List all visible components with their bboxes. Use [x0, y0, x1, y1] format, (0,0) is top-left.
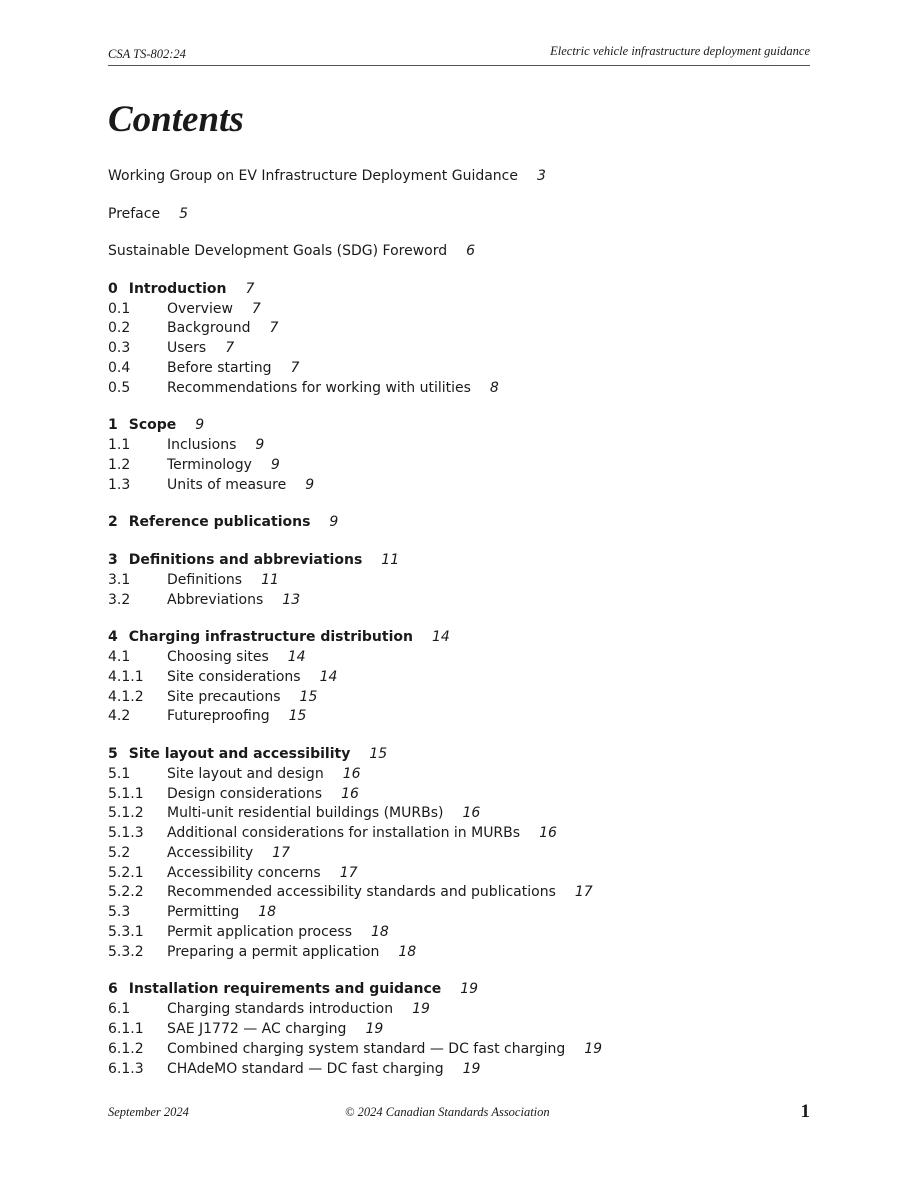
toc-entry-page: 18	[371, 924, 389, 941]
toc-entry-number: 5	[108, 745, 118, 762]
toc-entry-number: 6	[108, 981, 118, 998]
toc-entry-page: 19	[365, 1021, 384, 1038]
toc-entry-number: 2	[108, 514, 118, 531]
toc-entry[interactable]	[108, 648, 810, 668]
toc-entry[interactable]	[108, 205, 810, 225]
toc-entry-number: 6.1.2	[108, 1040, 144, 1057]
toc-entry-title: Site considerations	[167, 668, 301, 685]
toc-entry-page: 9	[255, 437, 265, 454]
toc-entry[interactable]	[108, 379, 810, 399]
toc-entry[interactable]	[108, 167, 810, 187]
toc-entry-number: 4.1	[108, 648, 131, 665]
toc-entry[interactable]	[108, 903, 810, 923]
toc-section-entry[interactable]	[108, 745, 810, 765]
toc-entry-title: Design considerations	[167, 785, 323, 802]
toc-entry-page: 16	[342, 765, 361, 782]
toc-entry-page: 17	[272, 844, 290, 861]
toc-entry-title: Charging standards introduction	[167, 1001, 394, 1018]
toc-entry-page: 9	[195, 417, 205, 434]
toc-entry-number: 0.4	[108, 359, 131, 376]
toc-entry-title: Charging infrastructure distribution	[128, 629, 413, 646]
toc-entry-page: 9	[329, 514, 339, 531]
toc-entry-number: 1.1	[108, 437, 131, 454]
toc-entry[interactable]	[108, 688, 810, 708]
toc-entry-page: 14	[319, 668, 338, 685]
toc-entry-page: 18	[258, 904, 277, 921]
toc-entry[interactable]	[108, 707, 810, 727]
toc-entry-title: Terminology	[167, 456, 252, 473]
toc-entry-title: Preface	[108, 205, 161, 222]
toc-entry-page: 14	[287, 648, 306, 665]
toc-entry-title: Introduction	[128, 280, 227, 297]
toc-entry-title: Reference publications	[128, 514, 311, 531]
toc-section-entry[interactable]	[108, 551, 810, 571]
toc-group	[108, 513, 810, 533]
toc-entry-title: Inclusions	[167, 437, 237, 454]
toc-entry-title: Multi-unit residential buildings (MURBs)	[167, 805, 444, 822]
toc-entry-title: Preparing a permit application	[167, 943, 380, 960]
toc-entry[interactable]	[108, 359, 810, 379]
toc-entry-title: Working Group on EV Infrastructure Deployment Guidance	[108, 168, 518, 184]
toc-entry-page: 11	[381, 551, 400, 568]
toc-entry-title: Abbreviations	[167, 591, 264, 608]
toc-entry-title: Units of measure	[167, 476, 287, 493]
toc-entry-page: 14	[431, 629, 450, 646]
toc-group	[108, 551, 810, 610]
toc-entry[interactable]	[108, 844, 810, 864]
toc-entry-title: Permit application process	[167, 924, 353, 941]
toc-entry[interactable]	[108, 1020, 810, 1040]
toc-group	[108, 167, 810, 187]
toc-group	[108, 416, 810, 495]
toc-entry-page: 19	[412, 1001, 430, 1018]
page-number: 1	[800, 1101, 810, 1122]
toc-entry-title: Accessibility	[167, 844, 254, 861]
table-of-contents	[108, 167, 810, 1097]
toc-entry-page: 16	[341, 785, 359, 802]
toc-entry-page: 15	[369, 745, 388, 762]
toc-entry-title: Before starting	[167, 359, 272, 376]
toc-group	[108, 205, 810, 225]
toc-entry[interactable]	[108, 804, 810, 824]
toc-entry-title: Background	[167, 320, 251, 337]
toc-entry-page: 15	[299, 688, 318, 705]
toc-entry-page: 3	[536, 168, 546, 184]
toc-entry[interactable]	[108, 824, 810, 844]
toc-entry[interactable]	[108, 300, 810, 320]
toc-entry-number: 4	[108, 629, 118, 646]
toc-entry-number: 5.1	[108, 765, 131, 782]
toc-entry-number: 6.1.1	[108, 1021, 144, 1038]
toc-entry-number: 0.5	[108, 379, 131, 396]
toc-entry[interactable]	[108, 456, 810, 476]
toc-entry[interactable]	[108, 319, 810, 339]
toc-entry-title: Sustainable Development Goals (SDG) Foreword	[108, 243, 448, 260]
header-document-id: CSA TS-802:24	[108, 47, 186, 61]
toc-entry-number: 5.1.2	[108, 805, 144, 822]
toc-entry-title: Users	[167, 340, 207, 357]
toc-entry-page: 17	[574, 884, 593, 901]
toc-section-entry[interactable]	[108, 513, 810, 533]
header-rule	[108, 65, 810, 66]
toc-entry-page: 15	[288, 708, 307, 725]
toc-entry-number: 4.1.2	[108, 688, 144, 705]
toc-entry-number: 1	[108, 417, 118, 434]
toc-entry-page: 13	[282, 591, 301, 608]
toc-entry-number: 4.2	[108, 708, 131, 725]
toc-entry-number: 1.3	[108, 476, 131, 493]
toc-entry[interactable]	[108, 436, 810, 456]
toc-section-entry[interactable]	[108, 980, 810, 1000]
toc-group	[108, 980, 810, 1079]
toc-entry-title: Accessibility concerns	[167, 864, 321, 881]
toc-entry-page: 16	[462, 805, 481, 822]
toc-entry-page: 6	[466, 243, 476, 260]
toc-entry-title: Additional considerations for installation in MURBs	[167, 825, 521, 842]
toc-entry-page: 17	[339, 864, 358, 881]
toc-group	[108, 745, 810, 963]
toc-entry-page: 19	[584, 1040, 603, 1057]
toc-group	[108, 280, 810, 399]
toc-entry-title: SAE J1772 — AC charging	[167, 1021, 347, 1038]
toc-entry-number: 0	[108, 280, 118, 297]
toc-entry[interactable]	[108, 943, 810, 963]
toc-entry[interactable]	[108, 1000, 810, 1020]
toc-entry-page: 16	[539, 825, 557, 842]
footer-copyright: © 2024 Canadian Standards Association	[345, 1105, 550, 1119]
header-document-title: Electric vehicle infrastructure deployment guidance	[550, 44, 810, 58]
toc-entry-page: 7	[225, 340, 235, 357]
toc-entry-page: 9	[270, 456, 280, 473]
toc-entry-number: 0.2	[108, 320, 131, 337]
toc-entry-number: 3.2	[108, 591, 131, 608]
toc-section-entry[interactable]	[108, 416, 810, 436]
toc-entry-number: 5.1.1	[108, 785, 144, 802]
toc-entry-page: 7	[290, 359, 300, 376]
toc-entry-title: Scope	[128, 417, 177, 434]
toc-entry-number: 5.2.2	[108, 884, 144, 901]
toc-entry[interactable]	[108, 242, 810, 262]
toc-entry-title: Site layout and accessibility	[128, 745, 351, 762]
toc-entry-title: Site layout and design	[167, 765, 324, 782]
toc-entry-title: Combined charging system standard — DC fast charging	[167, 1040, 566, 1057]
toc-entry[interactable]	[108, 591, 810, 611]
toc-entry-number: 4.1.1	[108, 668, 144, 685]
toc-entry-title: CHAdeMO standard — DC fast charging	[167, 1060, 444, 1077]
toc-entry-title: Futureproofing	[167, 708, 270, 725]
toc-entry[interactable]	[108, 339, 810, 359]
toc-entry-page: 5	[179, 205, 188, 222]
toc-entry[interactable]	[108, 785, 810, 805]
toc-entry-title: Definitions and abbreviations	[128, 551, 363, 568]
toc-entry-number: 5.3.2	[108, 943, 144, 960]
toc-entry-title: Permitting	[167, 904, 240, 921]
toc-group	[108, 242, 810, 262]
toc-entry[interactable]	[108, 571, 810, 591]
toc-entry[interactable]	[108, 476, 810, 496]
toc-entry-page: 9	[305, 476, 315, 493]
toc-entry[interactable]	[108, 668, 810, 688]
toc-entry-title: Choosing sites	[167, 648, 269, 665]
toc-entry-number: 6.1	[108, 1001, 131, 1018]
toc-entry-page: 8	[489, 379, 499, 396]
toc-entry-title: Site precautions	[167, 688, 281, 705]
toc-entry-title: Recommended accessibility standards and publications	[167, 884, 556, 901]
toc-entry[interactable]	[108, 923, 810, 943]
toc-entry-number: 5.1.3	[108, 825, 144, 842]
toc-entry-number: 5.2.1	[108, 864, 144, 881]
toc-entry-number: 5.3	[108, 904, 131, 921]
toc-entry-page: 18	[398, 943, 417, 960]
toc-entry-title: Recommendations for working with utilities	[167, 379, 471, 396]
toc-entry-page: 11	[261, 571, 279, 588]
toc-entry-page: 7	[245, 280, 255, 297]
toc-section-entry[interactable]	[108, 628, 810, 648]
footer-date: September 2024	[108, 1105, 189, 1119]
toc-entry-number: 5.2	[108, 844, 131, 861]
toc-entry-number: 5.3.1	[108, 924, 144, 941]
toc-entry-page: 19	[460, 981, 479, 998]
toc-entry-title: Installation requirements and guidance	[128, 981, 442, 998]
toc-section-entry[interactable]	[108, 280, 810, 300]
toc-entry[interactable]	[108, 864, 810, 884]
toc-entry-page: 19	[462, 1060, 481, 1077]
toc-entry-page: 7	[269, 320, 279, 337]
toc-entry-page: 7	[251, 300, 261, 317]
page-title: Contents	[108, 99, 244, 140]
toc-group	[108, 628, 810, 727]
toc-entry-title: Definitions	[167, 571, 243, 588]
toc-entry[interactable]	[108, 765, 810, 785]
toc-entry-number: 0.3	[108, 340, 131, 357]
toc-entry-number: 3	[108, 551, 118, 568]
toc-entry[interactable]	[108, 1060, 810, 1080]
toc-entry-number: 6.1.3	[108, 1060, 144, 1077]
toc-entry-number: 0.1	[108, 300, 131, 317]
toc-entry-number: 1.2	[108, 456, 131, 473]
toc-entry[interactable]	[108, 883, 810, 903]
toc-entry[interactable]	[108, 1040, 810, 1060]
toc-entry-title: Overview	[167, 300, 233, 317]
toc-entry-number: 3.1	[108, 571, 131, 588]
